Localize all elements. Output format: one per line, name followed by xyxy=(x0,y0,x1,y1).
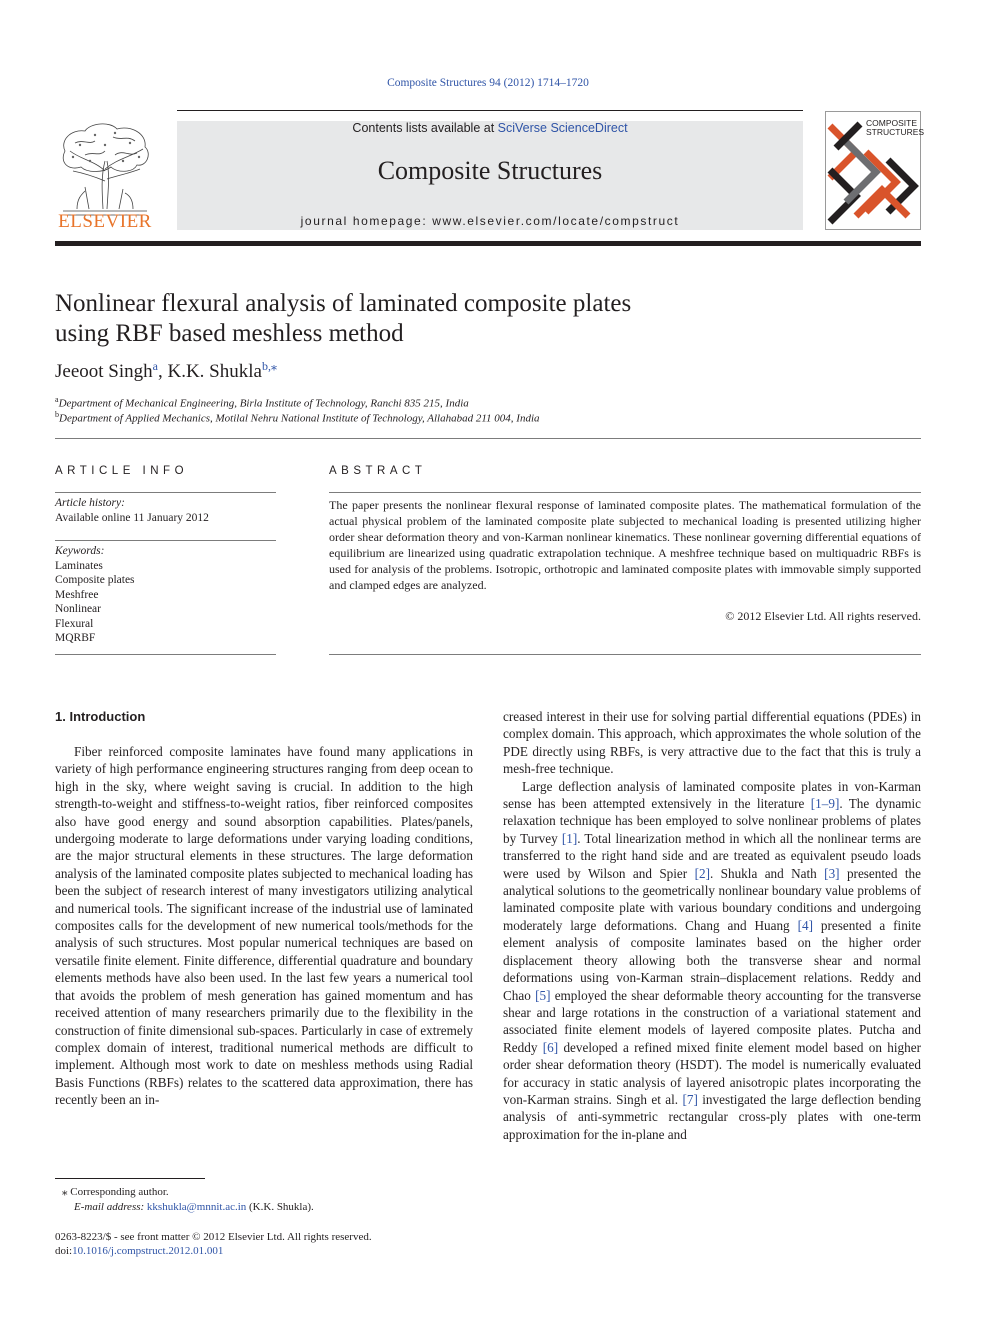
abstract-heading: ABSTRACT xyxy=(329,465,427,477)
sciencedirect-link[interactable]: SciVerse ScienceDirect xyxy=(497,121,628,135)
section-heading: 1. Introduction xyxy=(55,709,146,724)
author-name: Jeeoot Singh xyxy=(55,361,153,382)
affiliation-marker[interactable]: a xyxy=(152,359,158,373)
keyword: Composite plates xyxy=(55,574,135,586)
article-history xyxy=(55,496,209,525)
doi-label: doi: xyxy=(55,1245,73,1257)
author-list xyxy=(55,361,277,383)
paragraph-text: . Total linearization method in which all the nonlinear terms are transferred to the right hand side and are treated as equivalent pseudo loads were used by Wilson and Spier xyxy=(503,830,921,881)
article-title xyxy=(55,289,631,349)
footnote-rule xyxy=(55,1178,205,1179)
abstract-copyright: © 2012 Elsevier Ltd. All rights reserved. xyxy=(725,609,921,623)
keyword: Nonlinear xyxy=(55,603,101,615)
author-name: K.K. Shukla xyxy=(167,361,262,382)
reference-link[interactable]: [2] xyxy=(694,865,710,881)
affiliation-a xyxy=(55,395,469,410)
reference-link[interactable]: [3] xyxy=(824,865,840,881)
article-history-value: Available online 11 January 2012 xyxy=(55,511,209,524)
journal-name: Composite Structures xyxy=(377,156,603,185)
affiliation-marker[interactable]: b,⁎ xyxy=(261,359,277,373)
header-bottom-rule xyxy=(55,241,921,246)
affiliation-text: Department of Applied Mechanics, Motilal Nehru National Institute of Technology, Allahabad 211 004, India xyxy=(59,412,540,425)
article-title-line-2: using RBF based meshless method xyxy=(55,320,404,347)
contents-prefix: Contents lists available at xyxy=(352,121,498,135)
issn-line: 0263-8223/$ - see front matter © 2012 Elsevier Ltd. All rights reserved. xyxy=(55,1231,372,1243)
abstract-rule-top xyxy=(329,492,921,493)
doi-line xyxy=(55,1244,223,1259)
reference-link[interactable]: [5] xyxy=(535,987,551,1003)
article-info-rule-2 xyxy=(55,540,276,541)
keywords-block xyxy=(55,544,135,646)
affiliation-divider xyxy=(55,438,921,439)
affiliation-b xyxy=(55,410,540,425)
body-right-column xyxy=(503,708,921,1143)
paragraph-text: presented a finite element analysis of composite laminates based on the higher order displacement theory allowing both the transverse shear and normal deformations using von-Karman strain–displacement relations. Reddy and Chao xyxy=(503,917,921,1003)
literature-paragraph xyxy=(503,778,921,1144)
keyword: Laminates xyxy=(55,559,103,572)
elsevier-wordmark: ELSEVIER xyxy=(58,211,152,232)
reference-link[interactable]: [1] xyxy=(561,830,578,846)
paragraph-text: . The dynamic relaxation technique has been employed to solve nonlinear problems of plates by Turvey xyxy=(503,796,921,846)
cover-title-line-1: COMPOSITE xyxy=(866,118,918,128)
keywords-label: Keywords: xyxy=(55,545,105,557)
article-info-rule-3 xyxy=(55,654,276,655)
article-title-line-1: Nonlinear flexural analysis of laminated composite plates xyxy=(55,290,632,317)
article-info-rule-1 xyxy=(55,492,276,493)
reference-link[interactable]: [4] xyxy=(797,917,813,933)
keyword: Flexural xyxy=(55,617,94,630)
article-history-label: Article history: xyxy=(55,497,125,509)
paragraph-text: . Shukla and Nath xyxy=(709,865,825,881)
paragraph-text: employed the shear deformable theory accounting for the transverse shear and large rotations in the construction of a variational statement and associated finite element models of layered composite plates. Putcha and Reddy xyxy=(503,987,921,1055)
affiliation-text: Department of Mechanical Engineering, Birla Institute of Technology, Ranchi 835 215, India xyxy=(58,397,469,410)
reference-link[interactable]: [7] xyxy=(682,1091,698,1107)
affiliation-sup: a xyxy=(55,395,59,404)
doi-link[interactable]: 10.1016/j.compstruct.2012.01.001 xyxy=(72,1245,224,1257)
paragraph-text: developed a refined mixed finite element model based on higher order shear deformation theory (HSDT). The model is numerically evaluated for accuracy in static analysis of layered anisotropic plates incorporating the von-Karman strains. Singh et al. xyxy=(503,1039,921,1107)
affiliation-sup: b xyxy=(55,410,59,419)
cover-title xyxy=(866,119,924,137)
author-separator: , xyxy=(157,361,168,382)
corresponding-author-note: ⁎ Corresponding author. xyxy=(62,1186,169,1198)
keyword: Meshfree xyxy=(55,588,99,601)
contents-line xyxy=(177,121,803,135)
reference-link[interactable]: [1–9] xyxy=(810,796,840,812)
paragraph-text: Large deflection analysis of laminated composite plates in von-Karman sense has been attempted extensively in the literature xyxy=(503,778,921,812)
email-label: E-mail address: xyxy=(74,1201,147,1213)
intro-paragraph-continued: creased interest in their use for solving partial differential equations (PDEs) in complex domain. This approach, which approximates the whole solution of the PDE directly using RBFs, is very attractive due to the fact that this is truly a mesh-free technique. xyxy=(503,709,921,777)
abstract-text: The paper presents the nonlinear flexural response of laminated composite plates. The mathematical formulation of the actual physical problem of the laminated composite plate subjected to mechanical loading is presented utilizing higher order shear deformation theory and von-Karman nonlinear kinematics. These nonlinear governing differential equations of equilibrium are linearized using quadratic extrapolation technique. A meshfree technique based on multiquadric RBFs is used for analysis of the problems. Isotropic, orthotropic and laminated composite plates with immovable simply supported and clamped edges are analyzed. xyxy=(329,498,921,592)
keyword: MQRBF xyxy=(55,632,96,644)
journal-homepage[interactable]: journal homepage: www.elsevier.com/locate/compstruct xyxy=(300,214,680,228)
email-suffix: (K.K. Shukla). xyxy=(246,1201,314,1213)
article-info-heading: ARTICLE INFO xyxy=(55,465,189,477)
journal-citation[interactable]: Composite Structures 94 (2012) 1714–1720 xyxy=(387,77,589,89)
paragraph-text: investigated the large deflection bending analysis of anti-symmetric rectangular cross-ply plates with one-term approximation for the in-plane and xyxy=(503,1091,921,1142)
reference-link[interactable]: [6] xyxy=(542,1039,559,1055)
email-note xyxy=(74,1200,314,1215)
paragraph-text: presented the analytical solutions to the geometrically nonlinear boundary value problems of laminated composite plate with various boundary conditions and undergoing moderately large deformations. Chang and Huang xyxy=(503,865,921,933)
cover-title-line-2: STRUCTURES xyxy=(866,127,925,137)
email-link[interactable]: kkshukla@mnnit.ac.in xyxy=(146,1201,247,1213)
abstract-rule-bottom xyxy=(329,654,921,655)
body-left-column xyxy=(55,743,473,1109)
header-top-rule xyxy=(177,110,803,111)
intro-paragraph: Fiber reinforced composite laminates have found many applications in variety of high performance engineering structures ranging from deep ocean to high in the sky, where weight saving is crucial. In addition to the high strength-to-weight and stiffness-to-weight ratios, fiber reinforced composites also have good energy and sound absorption capabilities. Plates/panels, undergoing moderate to large deformations under varying loading conditions, are the major structural elements in these structures. The large deformation analysis of the laminated composite plates subjected to mechanical loading has been the subject of research interest of many investigators utilizing analytical and numerical tools. The significant increase of the industrial use of laminated composites calls for the development of new numerical tools/methods for the analysis of such structures. Most popular numerical techniques are based on versatile finite element. Finite difference, differential quadrature and boundary elements methods have also been used. In the last few years a numerical tool that avoids the problem of mesh generation has gained momentum and has received attention of many researchers primarily due to the flexibility in the construction of finite dimensional sub-spaces. Particularly in case of extremely complex domain of interest, traditional numerical methods are difficult to implement. Although most work to date on meshless methods using Radial Basis Functions (RBFs) relates to the scattered data approximation, there has recently been an in- xyxy=(55,744,473,1108)
